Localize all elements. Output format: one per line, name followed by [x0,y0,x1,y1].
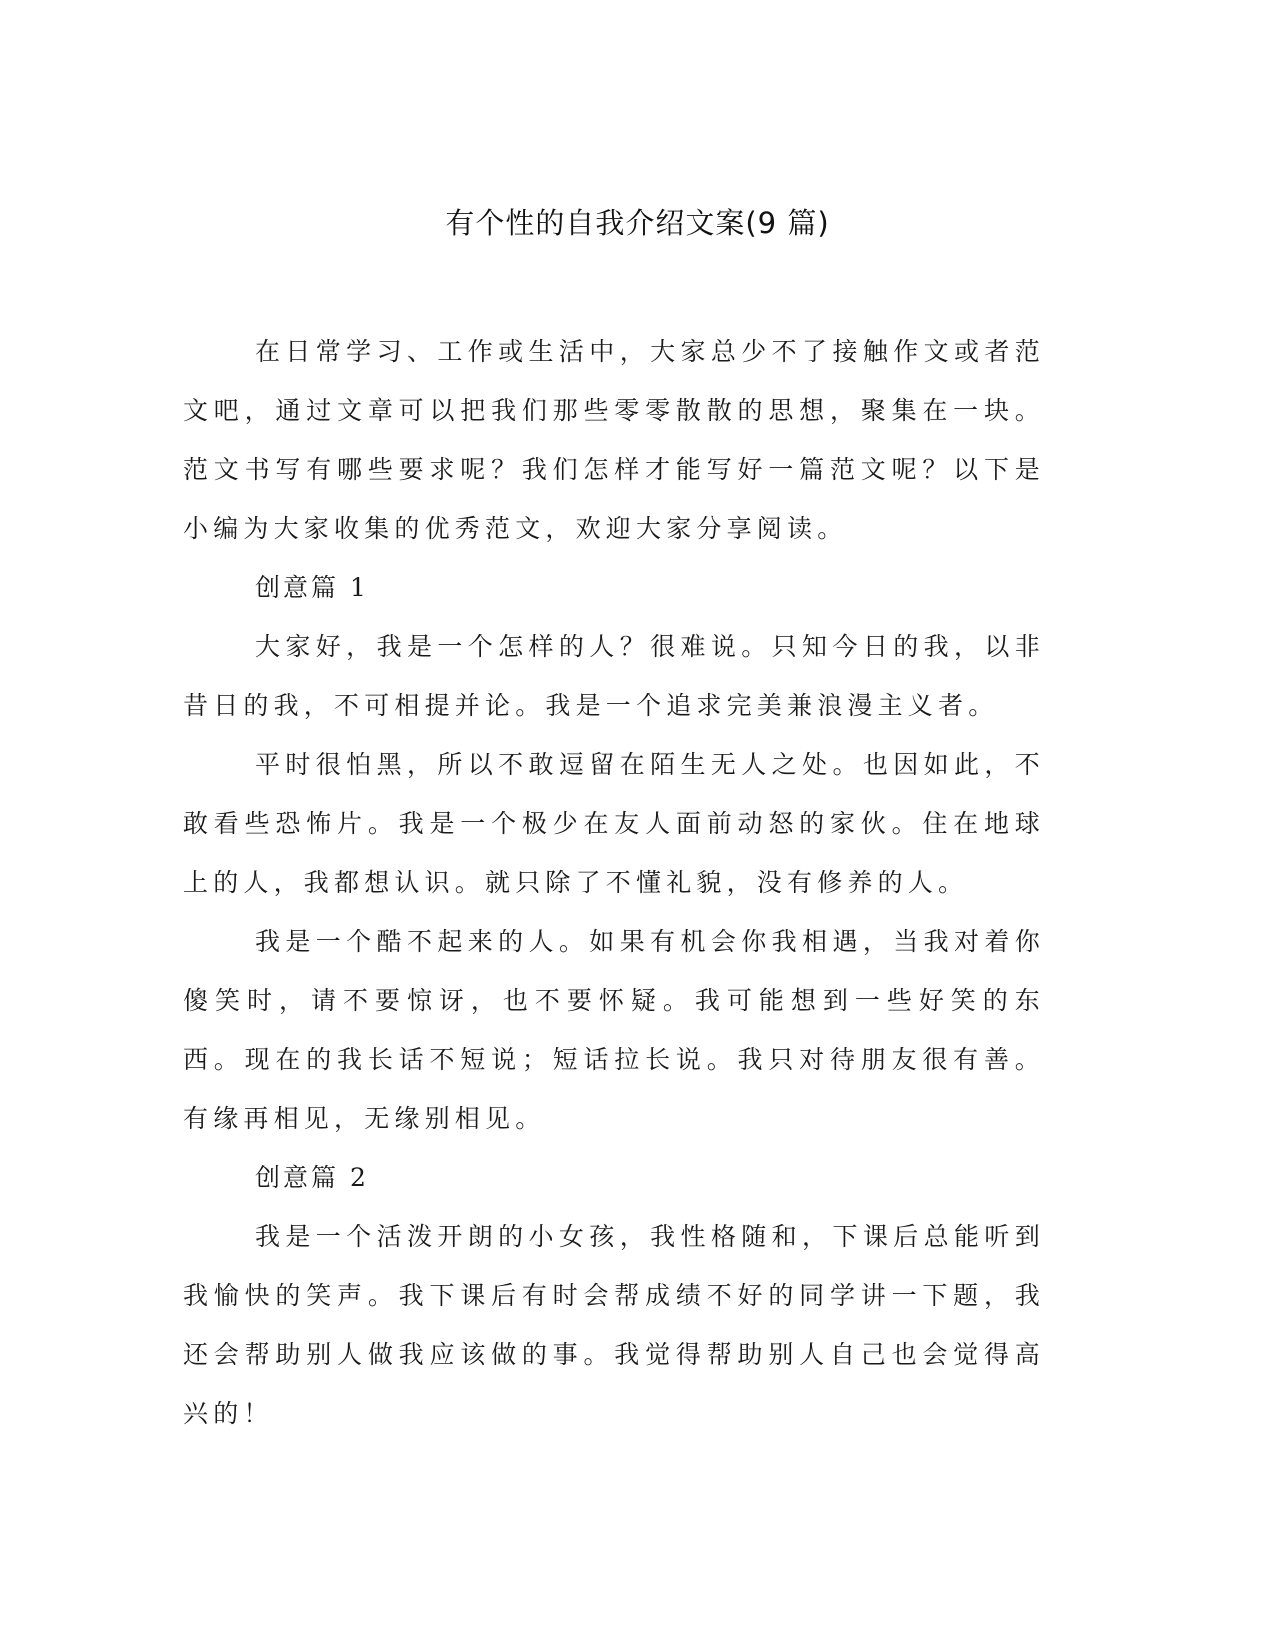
intro-paragraph: 在日常学习、工作或生活中，大家总少不了接触作文或者范文吧，通过文章可以把我们那些零零散散的思想，聚集在一块。范文书写有哪些要求呢？我们怎样才能写好一篇范文呢？以下是小编为大家收集的优秀范文，欢迎大家分享阅读。 [183,337,1045,543]
body-paragraph: 我是一个酷不起来的人。如果有机会你我相遇，当我对着你傻笑时，请不要惊讶，也不要怀疑。我可能想到一些好笑的东西。现在的我长话不短说；短话拉长说。我只对待朋友很有善。有缘再相见，无缘别相见。 [183,927,1045,1133]
section-heading-1: 创意篇 1 [255,573,369,602]
body-paragraph: 我是一个活泼开朗的小女孩，我性格随和，下课后总能听到我愉快的笑声。我下课后有时会帮成绩不好的同学讲一下题，我还会帮助别人做我应该做的事。我觉得帮助别人自己也会觉得高兴的！ [183,1222,1045,1428]
document-body [183,322,1045,1443]
body-paragraph: 大家好，我是一个怎样的人？很难说。只知今日的我，以非昔日的我，不可相提并论。我是一个追求完美兼浪漫主义者。 [183,632,1045,720]
section-heading-2: 创意篇 2 [255,1163,369,1192]
body-paragraph: 平时很怕黑，所以不敢逗留在陌生无人之处。也因如此，不敢看些恐怖片。我是一个极少在友人面前动怒的家伙。住在地球上的人，我都想认识。就只除了不懂礼貌，没有修养的人。 [183,750,1045,897]
document-title: 有个性的自我介绍文案(9 篇) [445,206,830,240]
